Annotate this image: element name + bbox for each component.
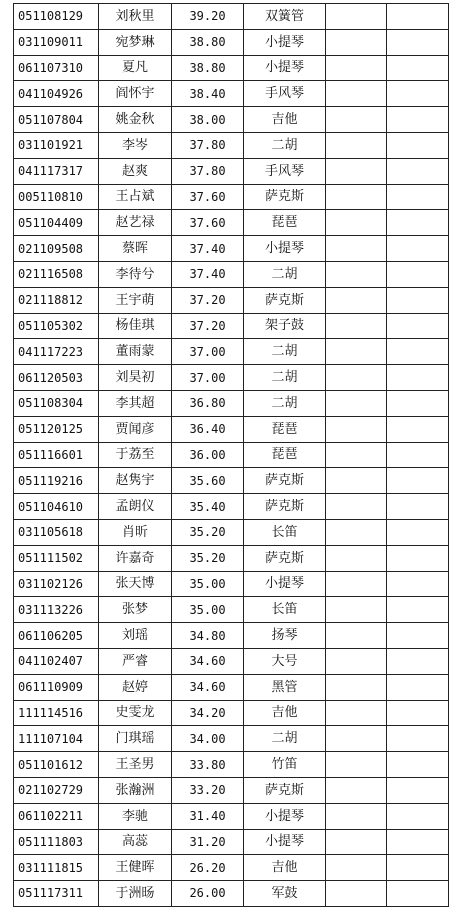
table-row bbox=[14, 210, 449, 236]
empty-cell bbox=[326, 597, 387, 623]
name-cell: 贾闻彦 bbox=[99, 416, 172, 442]
empty-cell bbox=[387, 365, 449, 391]
empty-cell bbox=[387, 416, 449, 442]
empty-cell bbox=[326, 855, 387, 881]
instrument-cell: 二胡 bbox=[244, 339, 326, 365]
student-id-cell: 021109508 bbox=[14, 236, 99, 262]
empty-cell bbox=[387, 107, 449, 133]
empty-cell bbox=[326, 700, 387, 726]
score-cell: 26.20 bbox=[172, 855, 244, 881]
empty-cell bbox=[387, 700, 449, 726]
name-cell: 于荔至 bbox=[99, 442, 172, 468]
table-row bbox=[14, 442, 449, 468]
table-row bbox=[14, 29, 449, 55]
name-cell: 高蕊 bbox=[99, 829, 172, 855]
score-cell: 37.40 bbox=[172, 236, 244, 262]
table-row bbox=[14, 468, 449, 494]
empty-cell bbox=[326, 571, 387, 597]
name-cell: 杨佳琪 bbox=[99, 313, 172, 339]
empty-cell bbox=[326, 829, 387, 855]
empty-cell bbox=[326, 339, 387, 365]
empty-cell bbox=[326, 648, 387, 674]
instrument-cell: 琵琶 bbox=[244, 210, 326, 236]
instrument-cell: 手风琴 bbox=[244, 158, 326, 184]
name-cell: 王宇萌 bbox=[99, 287, 172, 313]
empty-cell bbox=[387, 29, 449, 55]
instrument-cell: 军鼓 bbox=[244, 881, 326, 907]
instrument-cell: 小提琴 bbox=[244, 803, 326, 829]
table-row bbox=[14, 236, 449, 262]
empty-cell bbox=[387, 81, 449, 107]
empty-cell bbox=[387, 674, 449, 700]
name-cell: 张梦 bbox=[99, 597, 172, 623]
instrument-cell: 小提琴 bbox=[244, 829, 326, 855]
score-cell: 37.80 bbox=[172, 132, 244, 158]
empty-cell bbox=[326, 545, 387, 571]
student-id-cell: 005110810 bbox=[14, 184, 99, 210]
student-id-cell: 061106205 bbox=[14, 623, 99, 649]
instrument-cell: 萨克斯 bbox=[244, 468, 326, 494]
empty-cell bbox=[326, 881, 387, 907]
table-row bbox=[14, 365, 449, 391]
table-row bbox=[14, 494, 449, 520]
student-id-cell: 031111815 bbox=[14, 855, 99, 881]
name-cell: 孟朗仪 bbox=[99, 494, 172, 520]
empty-cell bbox=[326, 4, 387, 30]
student-id-cell: 041102407 bbox=[14, 648, 99, 674]
score-cell: 31.20 bbox=[172, 829, 244, 855]
empty-cell bbox=[387, 287, 449, 313]
empty-cell bbox=[387, 803, 449, 829]
student-id-cell: 051119216 bbox=[14, 468, 99, 494]
score-cell: 36.00 bbox=[172, 442, 244, 468]
results-table bbox=[13, 3, 449, 907]
table-row bbox=[14, 726, 449, 752]
name-cell: 王健晖 bbox=[99, 855, 172, 881]
student-id-cell: 051120125 bbox=[14, 416, 99, 442]
student-id-cell: 031113226 bbox=[14, 597, 99, 623]
table-row bbox=[14, 184, 449, 210]
instrument-cell: 竹笛 bbox=[244, 752, 326, 778]
student-id-cell: 051116601 bbox=[14, 442, 99, 468]
name-cell: 许嘉奇 bbox=[99, 545, 172, 571]
instrument-cell: 吉他 bbox=[244, 855, 326, 881]
empty-cell bbox=[387, 597, 449, 623]
empty-cell bbox=[387, 313, 449, 339]
name-cell: 张天博 bbox=[99, 571, 172, 597]
table-row bbox=[14, 132, 449, 158]
empty-cell bbox=[387, 210, 449, 236]
name-cell: 刘瑶 bbox=[99, 623, 172, 649]
instrument-cell: 小提琴 bbox=[244, 29, 326, 55]
score-cell: 37.80 bbox=[172, 158, 244, 184]
student-id-cell: 051111803 bbox=[14, 829, 99, 855]
student-id-cell: 031105618 bbox=[14, 519, 99, 545]
empty-cell bbox=[387, 55, 449, 81]
instrument-cell: 长笛 bbox=[244, 519, 326, 545]
student-id-cell: 051108129 bbox=[14, 4, 99, 30]
empty-cell bbox=[387, 184, 449, 210]
name-cell: 李驰 bbox=[99, 803, 172, 829]
name-cell: 宛梦琳 bbox=[99, 29, 172, 55]
student-id-cell: 051104610 bbox=[14, 494, 99, 520]
score-cell: 37.60 bbox=[172, 184, 244, 210]
instrument-cell: 二胡 bbox=[244, 132, 326, 158]
name-cell: 赵婷 bbox=[99, 674, 172, 700]
instrument-cell: 二胡 bbox=[244, 365, 326, 391]
name-cell: 蔡晖 bbox=[99, 236, 172, 262]
empty-cell bbox=[387, 571, 449, 597]
name-cell: 王占斌 bbox=[99, 184, 172, 210]
student-id-cell: 051104409 bbox=[14, 210, 99, 236]
instrument-cell: 二胡 bbox=[244, 261, 326, 287]
instrument-cell: 长笛 bbox=[244, 597, 326, 623]
empty-cell bbox=[387, 4, 449, 30]
score-cell: 36.40 bbox=[172, 416, 244, 442]
instrument-cell: 小提琴 bbox=[244, 55, 326, 81]
name-cell: 李岑 bbox=[99, 132, 172, 158]
empty-cell bbox=[326, 390, 387, 416]
empty-cell bbox=[326, 803, 387, 829]
empty-cell bbox=[326, 236, 387, 262]
empty-cell bbox=[326, 210, 387, 236]
student-id-cell: 051101612 bbox=[14, 752, 99, 778]
table-row bbox=[14, 545, 449, 571]
empty-cell bbox=[387, 519, 449, 545]
instrument-cell: 萨克斯 bbox=[244, 777, 326, 803]
name-cell: 夏凡 bbox=[99, 55, 172, 81]
empty-cell bbox=[387, 132, 449, 158]
score-cell: 35.00 bbox=[172, 571, 244, 597]
table-row bbox=[14, 261, 449, 287]
instrument-cell: 二胡 bbox=[244, 726, 326, 752]
instrument-cell: 琵琶 bbox=[244, 416, 326, 442]
empty-cell bbox=[326, 81, 387, 107]
student-id-cell: 051108304 bbox=[14, 390, 99, 416]
instrument-cell: 萨克斯 bbox=[244, 287, 326, 313]
table-row bbox=[14, 4, 449, 30]
table-row bbox=[14, 881, 449, 907]
empty-cell bbox=[387, 158, 449, 184]
score-cell: 35.40 bbox=[172, 494, 244, 520]
student-id-cell: 111107104 bbox=[14, 726, 99, 752]
name-cell: 刘昊初 bbox=[99, 365, 172, 391]
table-row bbox=[14, 390, 449, 416]
table-row bbox=[14, 829, 449, 855]
name-cell: 姚金秋 bbox=[99, 107, 172, 133]
student-id-cell: 051117311 bbox=[14, 881, 99, 907]
name-cell: 李待兮 bbox=[99, 261, 172, 287]
student-id-cell: 041104926 bbox=[14, 81, 99, 107]
empty-cell bbox=[387, 855, 449, 881]
name-cell: 于洲旸 bbox=[99, 881, 172, 907]
table-row bbox=[14, 81, 449, 107]
empty-cell bbox=[326, 184, 387, 210]
instrument-cell: 萨克斯 bbox=[244, 545, 326, 571]
table-row bbox=[14, 700, 449, 726]
empty-cell bbox=[326, 416, 387, 442]
instrument-cell: 吉他 bbox=[244, 700, 326, 726]
empty-cell bbox=[326, 55, 387, 81]
student-id-cell: 111114516 bbox=[14, 700, 99, 726]
score-cell: 26.00 bbox=[172, 881, 244, 907]
student-id-cell: 021102729 bbox=[14, 777, 99, 803]
table-row bbox=[14, 571, 449, 597]
table-row bbox=[14, 339, 449, 365]
student-id-cell: 021118812 bbox=[14, 287, 99, 313]
instrument-cell: 萨克斯 bbox=[244, 494, 326, 520]
empty-cell bbox=[326, 442, 387, 468]
table-row bbox=[14, 597, 449, 623]
table-row bbox=[14, 287, 449, 313]
name-cell: 史雯龙 bbox=[99, 700, 172, 726]
student-id-cell: 051111502 bbox=[14, 545, 99, 571]
table-row bbox=[14, 674, 449, 700]
score-cell: 37.40 bbox=[172, 261, 244, 287]
table-row bbox=[14, 416, 449, 442]
score-cell: 35.20 bbox=[172, 519, 244, 545]
score-cell: 34.00 bbox=[172, 726, 244, 752]
empty-cell bbox=[387, 777, 449, 803]
score-cell: 37.00 bbox=[172, 339, 244, 365]
score-cell: 34.60 bbox=[172, 648, 244, 674]
empty-cell bbox=[387, 339, 449, 365]
empty-cell bbox=[326, 132, 387, 158]
empty-cell bbox=[387, 494, 449, 520]
empty-cell bbox=[387, 261, 449, 287]
name-cell: 赵隽宇 bbox=[99, 468, 172, 494]
score-cell: 31.40 bbox=[172, 803, 244, 829]
score-cell: 33.20 bbox=[172, 777, 244, 803]
student-id-cell: 061120503 bbox=[14, 365, 99, 391]
score-cell: 33.80 bbox=[172, 752, 244, 778]
empty-cell bbox=[326, 107, 387, 133]
table-row bbox=[14, 777, 449, 803]
table-row bbox=[14, 648, 449, 674]
student-id-cell: 051107804 bbox=[14, 107, 99, 133]
instrument-cell: 小提琴 bbox=[244, 571, 326, 597]
empty-cell bbox=[326, 777, 387, 803]
name-cell: 肖昕 bbox=[99, 519, 172, 545]
score-cell: 38.80 bbox=[172, 29, 244, 55]
score-cell: 38.40 bbox=[172, 81, 244, 107]
score-cell: 35.20 bbox=[172, 545, 244, 571]
name-cell: 张瀚洲 bbox=[99, 777, 172, 803]
instrument-cell: 大号 bbox=[244, 648, 326, 674]
name-cell: 阎怀宇 bbox=[99, 81, 172, 107]
name-cell: 赵艺禄 bbox=[99, 210, 172, 236]
table-row bbox=[14, 519, 449, 545]
empty-cell bbox=[326, 365, 387, 391]
student-id-cell: 061102211 bbox=[14, 803, 99, 829]
instrument-cell: 架子鼓 bbox=[244, 313, 326, 339]
empty-cell bbox=[387, 390, 449, 416]
instrument-cell: 吉他 bbox=[244, 107, 326, 133]
empty-cell bbox=[387, 442, 449, 468]
empty-cell bbox=[326, 468, 387, 494]
empty-cell bbox=[326, 674, 387, 700]
score-cell: 35.00 bbox=[172, 597, 244, 623]
empty-cell bbox=[387, 468, 449, 494]
instrument-cell: 琵琶 bbox=[244, 442, 326, 468]
empty-cell bbox=[326, 494, 387, 520]
table-row bbox=[14, 313, 449, 339]
name-cell: 严睿 bbox=[99, 648, 172, 674]
empty-cell bbox=[326, 261, 387, 287]
score-cell: 37.60 bbox=[172, 210, 244, 236]
score-cell: 37.20 bbox=[172, 287, 244, 313]
student-id-cell: 061110909 bbox=[14, 674, 99, 700]
score-cell: 39.20 bbox=[172, 4, 244, 30]
instrument-cell: 黑管 bbox=[244, 674, 326, 700]
empty-cell bbox=[326, 287, 387, 313]
name-cell: 李其超 bbox=[99, 390, 172, 416]
empty-cell bbox=[387, 648, 449, 674]
table-row bbox=[14, 107, 449, 133]
empty-cell bbox=[326, 726, 387, 752]
student-id-cell: 041117317 bbox=[14, 158, 99, 184]
name-cell: 赵爽 bbox=[99, 158, 172, 184]
instrument-cell: 双簧管 bbox=[244, 4, 326, 30]
student-id-cell: 031102126 bbox=[14, 571, 99, 597]
table-row bbox=[14, 803, 449, 829]
name-cell: 董雨蒙 bbox=[99, 339, 172, 365]
table-row bbox=[14, 855, 449, 881]
instrument-cell: 手风琴 bbox=[244, 81, 326, 107]
score-cell: 34.60 bbox=[172, 674, 244, 700]
score-cell: 35.60 bbox=[172, 468, 244, 494]
student-id-cell: 051105302 bbox=[14, 313, 99, 339]
empty-cell bbox=[387, 545, 449, 571]
name-cell: 刘秋里 bbox=[99, 4, 172, 30]
empty-cell bbox=[387, 726, 449, 752]
name-cell: 王圣男 bbox=[99, 752, 172, 778]
empty-cell bbox=[326, 752, 387, 778]
empty-cell bbox=[387, 752, 449, 778]
table-row bbox=[14, 752, 449, 778]
empty-cell bbox=[326, 313, 387, 339]
table-row bbox=[14, 158, 449, 184]
empty-cell bbox=[387, 623, 449, 649]
instrument-cell: 萨克斯 bbox=[244, 184, 326, 210]
empty-cell bbox=[326, 158, 387, 184]
empty-cell bbox=[326, 29, 387, 55]
instrument-cell: 小提琴 bbox=[244, 236, 326, 262]
score-cell: 38.00 bbox=[172, 107, 244, 133]
score-cell: 37.20 bbox=[172, 313, 244, 339]
empty-cell bbox=[387, 881, 449, 907]
empty-cell bbox=[387, 236, 449, 262]
instrument-cell: 扬琴 bbox=[244, 623, 326, 649]
student-id-cell: 031109011 bbox=[14, 29, 99, 55]
student-id-cell: 041117223 bbox=[14, 339, 99, 365]
table-row bbox=[14, 623, 449, 649]
score-cell: 34.20 bbox=[172, 700, 244, 726]
empty-cell bbox=[326, 623, 387, 649]
student-id-cell: 031101921 bbox=[14, 132, 99, 158]
student-id-cell: 061107310 bbox=[14, 55, 99, 81]
empty-cell bbox=[326, 519, 387, 545]
score-cell: 38.80 bbox=[172, 55, 244, 81]
score-cell: 36.80 bbox=[172, 390, 244, 416]
table-row bbox=[14, 55, 449, 81]
score-cell: 34.80 bbox=[172, 623, 244, 649]
empty-cell bbox=[387, 829, 449, 855]
score-cell: 37.00 bbox=[172, 365, 244, 391]
instrument-cell: 二胡 bbox=[244, 390, 326, 416]
name-cell: 门琪瑶 bbox=[99, 726, 172, 752]
results-table-body bbox=[14, 4, 449, 907]
student-id-cell: 021116508 bbox=[14, 261, 99, 287]
